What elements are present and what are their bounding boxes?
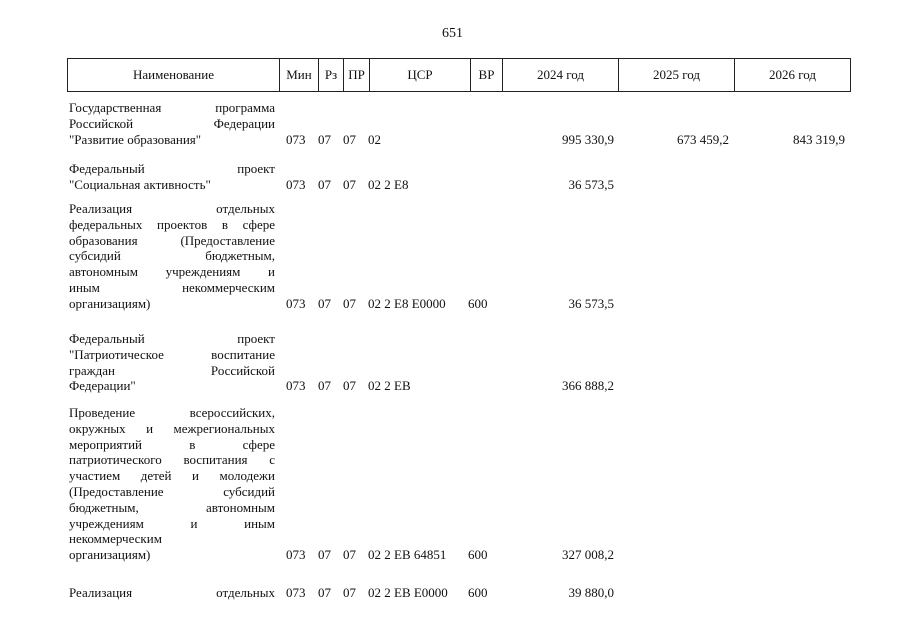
row-name-line: автономным учреждениям и [69, 264, 275, 280]
row-name [69, 405, 275, 563]
row-name-line: образования (Предоставление [69, 232, 275, 248]
row-name-line: (Предоставление субсидий [69, 483, 275, 499]
row-rz: 07 [318, 295, 331, 311]
header-min: Мин [280, 59, 319, 92]
row-name-line: организациям) [69, 547, 151, 563]
row-rz: 07 [318, 176, 331, 192]
row-name-line: Реализация отдельных [69, 585, 275, 600]
row-rz: 07 [318, 585, 331, 600]
row-name-line: Федеральный проект [69, 161, 275, 176]
row-name-line: федеральных проектов в сфере [69, 216, 275, 232]
row-pr: 07 [343, 131, 356, 147]
header-name: Наименование [68, 59, 280, 92]
row-name-line: окружных и межрегиональных [69, 420, 275, 436]
row-min: 073 [286, 585, 306, 600]
row-vr: 600 [468, 585, 488, 600]
row-name-line: Реализация отдельных [69, 201, 275, 216]
row-name-line: "Патриотическое воспитание [69, 346, 275, 362]
row-rz: 07 [318, 547, 331, 563]
row-csr: 02 2 EB E0000 [368, 585, 448, 600]
row-name-line: Российской Федерации [69, 115, 275, 131]
header-rz: Рз [319, 59, 344, 92]
row-pr: 07 [343, 295, 356, 311]
header-vr: ВР [471, 59, 503, 92]
row-2024: 36 573,5 [568, 176, 614, 192]
row-2026: 843 319,9 [793, 131, 845, 147]
row-csr: 02 2 EB 64851 [368, 547, 447, 563]
row-name-line: патриотического воспитания с [69, 452, 275, 468]
row-name-line: иным некоммерческим [69, 279, 275, 295]
row-csr: 02 2 EB [368, 378, 411, 394]
row-csr: 02 2 E8 [368, 176, 409, 192]
row-name-line: "Социальная активность" [69, 176, 211, 192]
row-vr: 600 [468, 547, 488, 563]
row-pr: 07 [343, 176, 356, 192]
header-csr: ЦСР [370, 59, 471, 92]
row-pr: 07 [343, 547, 356, 563]
row-name-line: Проведение всероссийских, [69, 405, 275, 420]
header-2025: 2025 год [619, 59, 735, 92]
row-name-line: некоммерческим [69, 531, 162, 547]
row-csr: 02 [368, 131, 381, 147]
row-pr: 07 [343, 585, 356, 600]
row-2024: 327 008,2 [562, 547, 614, 563]
row-2024: 995 330,9 [562, 131, 614, 147]
row-name-line: субсидий бюджетным, [69, 248, 275, 264]
row-rz: 07 [318, 378, 331, 394]
row-name-line: участием детей и молодежи [69, 468, 275, 484]
row-name-line: бюджетным, автономным [69, 499, 275, 515]
row-vr: 600 [468, 295, 488, 311]
row-min: 073 [286, 547, 306, 563]
row-name [69, 201, 275, 312]
header-2024: 2024 год [503, 59, 619, 92]
row-2025: 673 459,2 [677, 131, 729, 147]
row-name [69, 100, 275, 147]
row-name-line: мероприятий в сфере [69, 436, 275, 452]
row-min: 073 [286, 378, 306, 394]
row-name-line: учреждениям и иным [69, 515, 275, 531]
row-pr: 07 [343, 378, 356, 394]
row-name-line: Федеральный проект [69, 331, 275, 346]
row-name [69, 161, 275, 193]
row-name [69, 585, 275, 601]
row-name [69, 331, 275, 394]
row-2024: 39 880,0 [568, 585, 614, 600]
row-name-line: организациям) [69, 295, 151, 311]
header-2026: 2026 год [735, 59, 851, 92]
row-csr: 02 2 E8 E0000 [368, 295, 446, 311]
table-header [67, 58, 851, 92]
row-2024: 366 888,2 [562, 378, 614, 394]
row-min: 073 [286, 295, 306, 311]
row-name-line: граждан Российской [69, 362, 275, 378]
row-name-line: Государственная программа [69, 100, 275, 115]
row-name-line: Федерации" [69, 378, 136, 394]
row-rz: 07 [318, 131, 331, 147]
row-name-line: "Развитие образования" [69, 131, 202, 147]
row-min: 073 [286, 131, 306, 147]
row-2024: 36 573,5 [568, 295, 614, 311]
row-min: 073 [286, 176, 306, 192]
header-pr: ПР [344, 59, 370, 92]
page-number: 651 [442, 26, 463, 41]
